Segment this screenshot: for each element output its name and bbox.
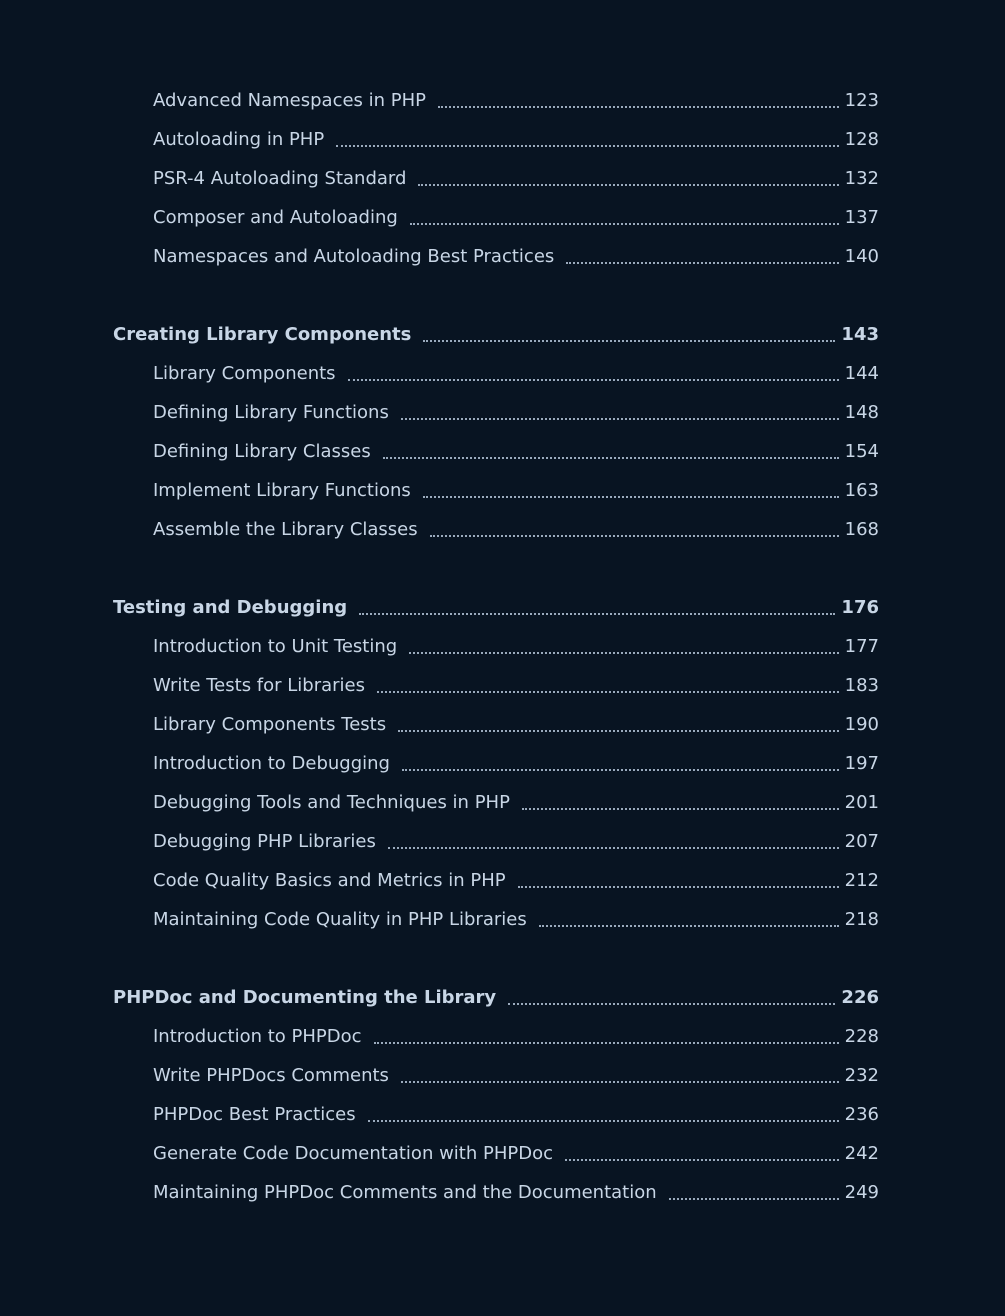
toc-entry[interactable] (113, 120, 879, 159)
toc-entry-title: Namespaces and Autoloading Best Practices (153, 246, 555, 267)
toc-entry-title: Library Components (153, 363, 336, 384)
toc-entry-page: 242 (844, 1143, 879, 1164)
toc-entry-page: 123 (844, 90, 879, 111)
toc-entry[interactable] (113, 510, 879, 549)
dot-leader (374, 1041, 839, 1044)
toc-entry-title: PHPDoc Best Practices (153, 1104, 356, 1125)
toc-entry-page: 177 (844, 636, 879, 657)
toc-entry[interactable] (113, 705, 879, 744)
toc-entry-page: 228 (844, 1026, 879, 1047)
toc-entry-title: Code Quality Basics and Metrics in PHP (153, 870, 506, 891)
toc-entry-title: Introduction to Unit Testing (153, 636, 398, 657)
toc-chapter[interactable] (113, 315, 879, 354)
toc-entry-page: 140 (844, 246, 879, 267)
toc-entry[interactable] (113, 900, 879, 939)
toc-entry[interactable] (113, 198, 879, 237)
toc-entry-title: Maintaining PHPDoc Comments and the Documentation (153, 1182, 657, 1203)
toc-entry-title: Composer and Autoloading (153, 207, 398, 228)
toc-entry[interactable] (113, 1134, 879, 1173)
toc-entry-title: Introduction to Debugging (153, 753, 390, 774)
toc-entry-page: 144 (844, 363, 879, 384)
dot-leader (348, 378, 839, 381)
toc-entry-title: Debugging Tools and Techniques in PHP (153, 792, 510, 813)
toc-entry-page: 163 (844, 480, 879, 501)
table-of-contents (113, 81, 879, 1251)
toc-entry-title: PSR-4 Autoloading Standard (153, 168, 407, 189)
toc-section (113, 81, 879, 276)
dot-leader (423, 339, 835, 342)
toc-entry-page: 218 (844, 909, 879, 930)
toc-chapter[interactable] (113, 588, 879, 627)
toc-chapter-page: 226 (841, 987, 879, 1008)
dot-leader (336, 144, 838, 147)
dot-leader (359, 612, 835, 615)
dot-leader (518, 885, 839, 888)
toc-entry[interactable] (113, 432, 879, 471)
toc-entry-title: Maintaining Code Quality in PHP Libraries (153, 909, 527, 930)
dot-leader (398, 729, 839, 732)
toc-entry[interactable] (113, 393, 879, 432)
dot-leader (377, 690, 839, 693)
toc-entry-title: Defining Library Classes (153, 441, 371, 462)
toc-entry-title: Library Components Tests (153, 714, 387, 735)
dot-leader (388, 846, 839, 849)
toc-chapter-title: Creating Library Components (113, 324, 412, 345)
dot-leader (423, 495, 839, 498)
toc-entry-page: 201 (844, 792, 879, 813)
toc-entry-title: Introduction to PHPDoc (153, 1026, 362, 1047)
toc-chapter-title: Testing and Debugging (113, 597, 348, 618)
toc-entry-title: Implement Library Functions (153, 480, 411, 501)
dot-leader (409, 651, 838, 654)
dot-leader (430, 534, 839, 537)
toc-entry[interactable] (113, 666, 879, 705)
toc-entry-page: 232 (844, 1065, 879, 1086)
toc-entry-title: Defining Library Functions (153, 402, 389, 423)
toc-entry[interactable] (113, 744, 879, 783)
toc-chapter-page: 176 (841, 597, 879, 618)
toc-section (113, 588, 879, 939)
dot-leader (566, 261, 838, 264)
toc-entry-page: 212 (844, 870, 879, 891)
toc-section (113, 978, 879, 1212)
toc-entry-page: 249 (844, 1182, 879, 1203)
dot-leader (401, 417, 839, 420)
toc-entry-title: Debugging PHP Libraries (153, 831, 376, 852)
toc-entry[interactable] (113, 783, 879, 822)
toc-section (113, 315, 879, 549)
dot-leader (368, 1119, 839, 1122)
toc-entry-title: Generate Code Documentation with PHPDoc (153, 1143, 553, 1164)
toc-chapter-page: 143 (841, 324, 879, 345)
toc-entry-title: Assemble the Library Classes (153, 519, 418, 540)
dot-leader (418, 183, 838, 186)
toc-entry[interactable] (113, 159, 879, 198)
dot-leader (410, 222, 839, 225)
toc-entry-page: 236 (844, 1104, 879, 1125)
toc-entry-page: 168 (844, 519, 879, 540)
toc-entry[interactable] (113, 627, 879, 666)
toc-entry[interactable] (113, 1056, 879, 1095)
toc-entry-page: 128 (844, 129, 879, 150)
dot-leader (438, 105, 839, 108)
toc-entry-page: 197 (844, 753, 879, 774)
toc-entry-page: 183 (844, 675, 879, 696)
toc-entry[interactable] (113, 861, 879, 900)
dot-leader (565, 1158, 839, 1161)
toc-entry-page: 137 (844, 207, 879, 228)
dot-leader (539, 924, 839, 927)
dot-leader (508, 1002, 835, 1005)
toc-entry-page: 154 (844, 441, 879, 462)
toc-entry[interactable] (113, 237, 879, 276)
toc-entry[interactable] (113, 1173, 879, 1212)
toc-entry-title: Write Tests for Libraries (153, 675, 366, 696)
toc-entry-title: Autoloading in PHP (153, 129, 325, 150)
toc-entry[interactable] (113, 354, 879, 393)
toc-entry[interactable] (113, 471, 879, 510)
toc-entry[interactable] (113, 1017, 879, 1056)
dot-leader (522, 807, 839, 810)
toc-entry-page: 207 (844, 831, 879, 852)
dot-leader (401, 1080, 839, 1083)
toc-entry-title: Write PHPDocs Comments (153, 1065, 389, 1086)
toc-entry[interactable] (113, 81, 879, 120)
dot-leader (402, 768, 839, 771)
toc-chapter-title: PHPDoc and Documenting the Library (113, 987, 497, 1008)
toc-entry-title: Advanced Namespaces in PHP (153, 90, 427, 111)
toc-entry-page: 148 (844, 402, 879, 423)
toc-chapter[interactable] (113, 978, 879, 1017)
toc-entry-page: 132 (844, 168, 879, 189)
dot-leader (669, 1197, 839, 1200)
toc-entry[interactable] (113, 822, 879, 861)
toc-entry[interactable] (113, 1095, 879, 1134)
toc-entry-page: 190 (844, 714, 879, 735)
dot-leader (383, 456, 839, 459)
